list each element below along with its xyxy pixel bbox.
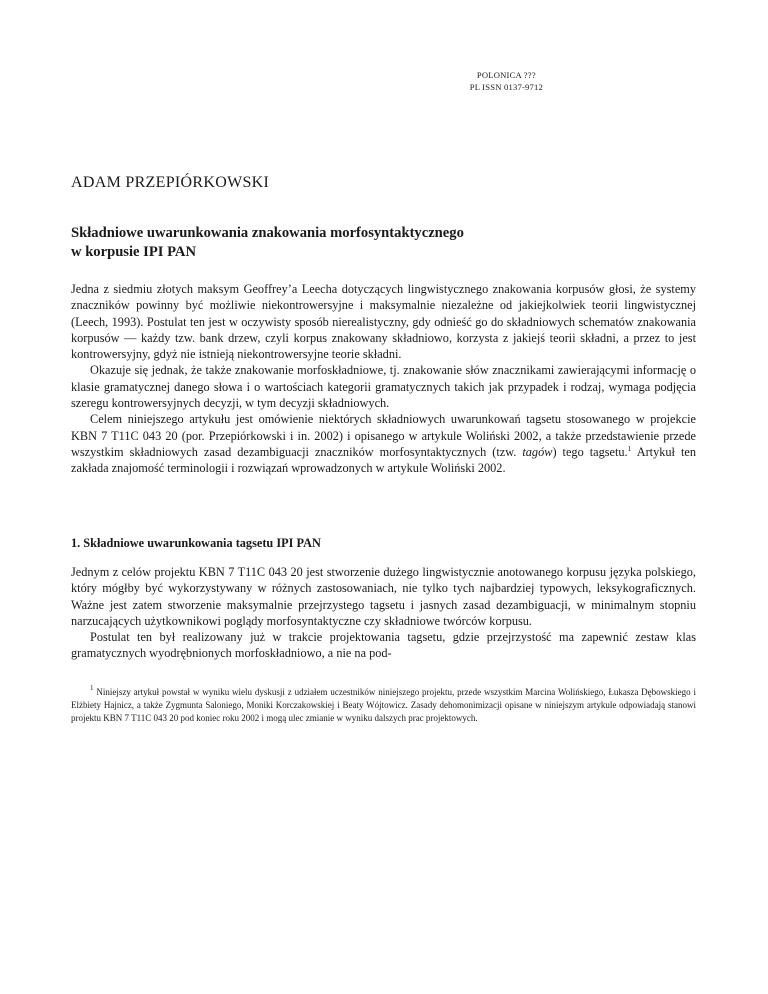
intro-paragraph-3-text-after: ) tego tagsetu. xyxy=(552,444,628,459)
section-paragraph-1: Jednym z celów projektu KBN 7 T11C 043 20 jest stworzenie dużego lingwistycznie anotowanego korpusu języka polskiego, który mógłby być wykorzystywany w różnych zastosowaniach, nie tylko tych najbardziej typowych, leksykograficznych. Ważne jest zatem stworzenie maksymalnie przejrzystego tagsetu i jasnych zasad dezambiguacji, w minimalnym stopniu narzucających użytkownikowi poglądy morfosyntaktyczne czy składniowe twórców korpusu. xyxy=(71,565,696,628)
footnote-paragraph xyxy=(71,686,696,726)
intro-paragraph-3-text-end: Artykuł ten zakłada znajomość terminologii i rozwiązań wprowadzonych w artykule Woliński 2002. xyxy=(71,444,696,476)
section-paragraph-2: Postulat ten był realizowany już w trakcie projektowania tagsetu, gdzie przejrzystość ma zapewnić zestaw klas gramatycznych wyodrębnionych morfoskładniowo, a nie na pod- xyxy=(71,630,696,661)
introduction xyxy=(71,281,696,477)
journal-name: POLONICA ??? xyxy=(476,70,536,80)
section-heading: 1. Składniowe uwarunkowania tagsetu IPI PAN xyxy=(71,536,321,550)
article-title xyxy=(71,224,551,262)
article-title-line-2: w korpusie IPI PAN xyxy=(71,244,197,260)
footnote-mark: 1 xyxy=(90,684,94,692)
article-title-line-1: Składniowe uwarunkowania znakowania morfosyntaktycznego xyxy=(71,225,464,241)
footnote xyxy=(71,686,696,726)
intro-paragraph-3-italic: tagów xyxy=(522,444,553,459)
intro-paragraph-3 xyxy=(71,411,696,476)
journal-header xyxy=(470,69,543,93)
intro-paragraph-2: Okazuje się jednak, że także znakowanie morfoskładniowe, tj. znakowanie słów znacznikami zawierającymi informację o klasie gramatycznej danego słowa i o wartościach kategorii gramatycznych takich jak przypadek i rodzaj, wymaga podjęcia szeregu kontrowersyjnych decyzji, w tym decyzji składniowych. xyxy=(71,363,696,411)
author-name: ADAM PRZEPIÓRKOWSKI xyxy=(71,174,270,191)
section-body xyxy=(71,564,696,662)
journal-issn: PL ISSN 0137-9712 xyxy=(469,82,543,92)
intro-paragraph-1: Jedna z siedmiu złotych maksym Geoffrey’a Leecha dotyczących lingwistycznego znakowania korpusów głosi, że systemy znaczników powinny być możliwie niekontrowersyjne i maksymalnie niezależne od jakiejkolwiek teorii lingwistycznej (Leech, 1993). Postulat ten jest w oczywisty sposób nierealistyczny, gdy odnieść go do składniowych schematów znakowania korpusów — każdy tzw. bank drzew, czyli korpus znakowany składniowo, korzysta z jakiejś teorii składni, a przez to jest kontrowersyjny, gdyż nie istnieją niekontrowersyjne teorie składni. xyxy=(71,282,696,362)
intro-paragraph-3-text: Celem niniejszego artykułu jest omówienie niektórych składniowych uwarunkowań tagsetu stosowanego w projekcie KBN 7 T11C 043 20 (por. Przepiórkowski i in. 2002) i opisanego w artykule Woliński 2002, a także przedstawienie przede wszystkim składniowych zasad dezambiguacji znaczników morfosyntaktycznych (tzw. xyxy=(71,412,696,459)
footnote-text: Niniejszy artykuł powstał w wyniku wielu dyskusji z udziałem uczestników niniejszego projektu, przede wszystkim Marcina Wolińskiego, Łukasza Dębowskiego i Elżbiety Hajnicz, a także Zygmunta Saloniego, Moniki Korczakowskiej i Beaty Wójtowicz. Zasady dehomonimizacji opisane w niniejszym artykule odpowiadają stanowi projektu KBN 7 T11C 043 20 pod koniec roku 2002 i mogą ulec zmianie w wyniku dalszych prac projektowych. xyxy=(71,687,696,724)
footnote-reference: 1 xyxy=(627,443,632,453)
